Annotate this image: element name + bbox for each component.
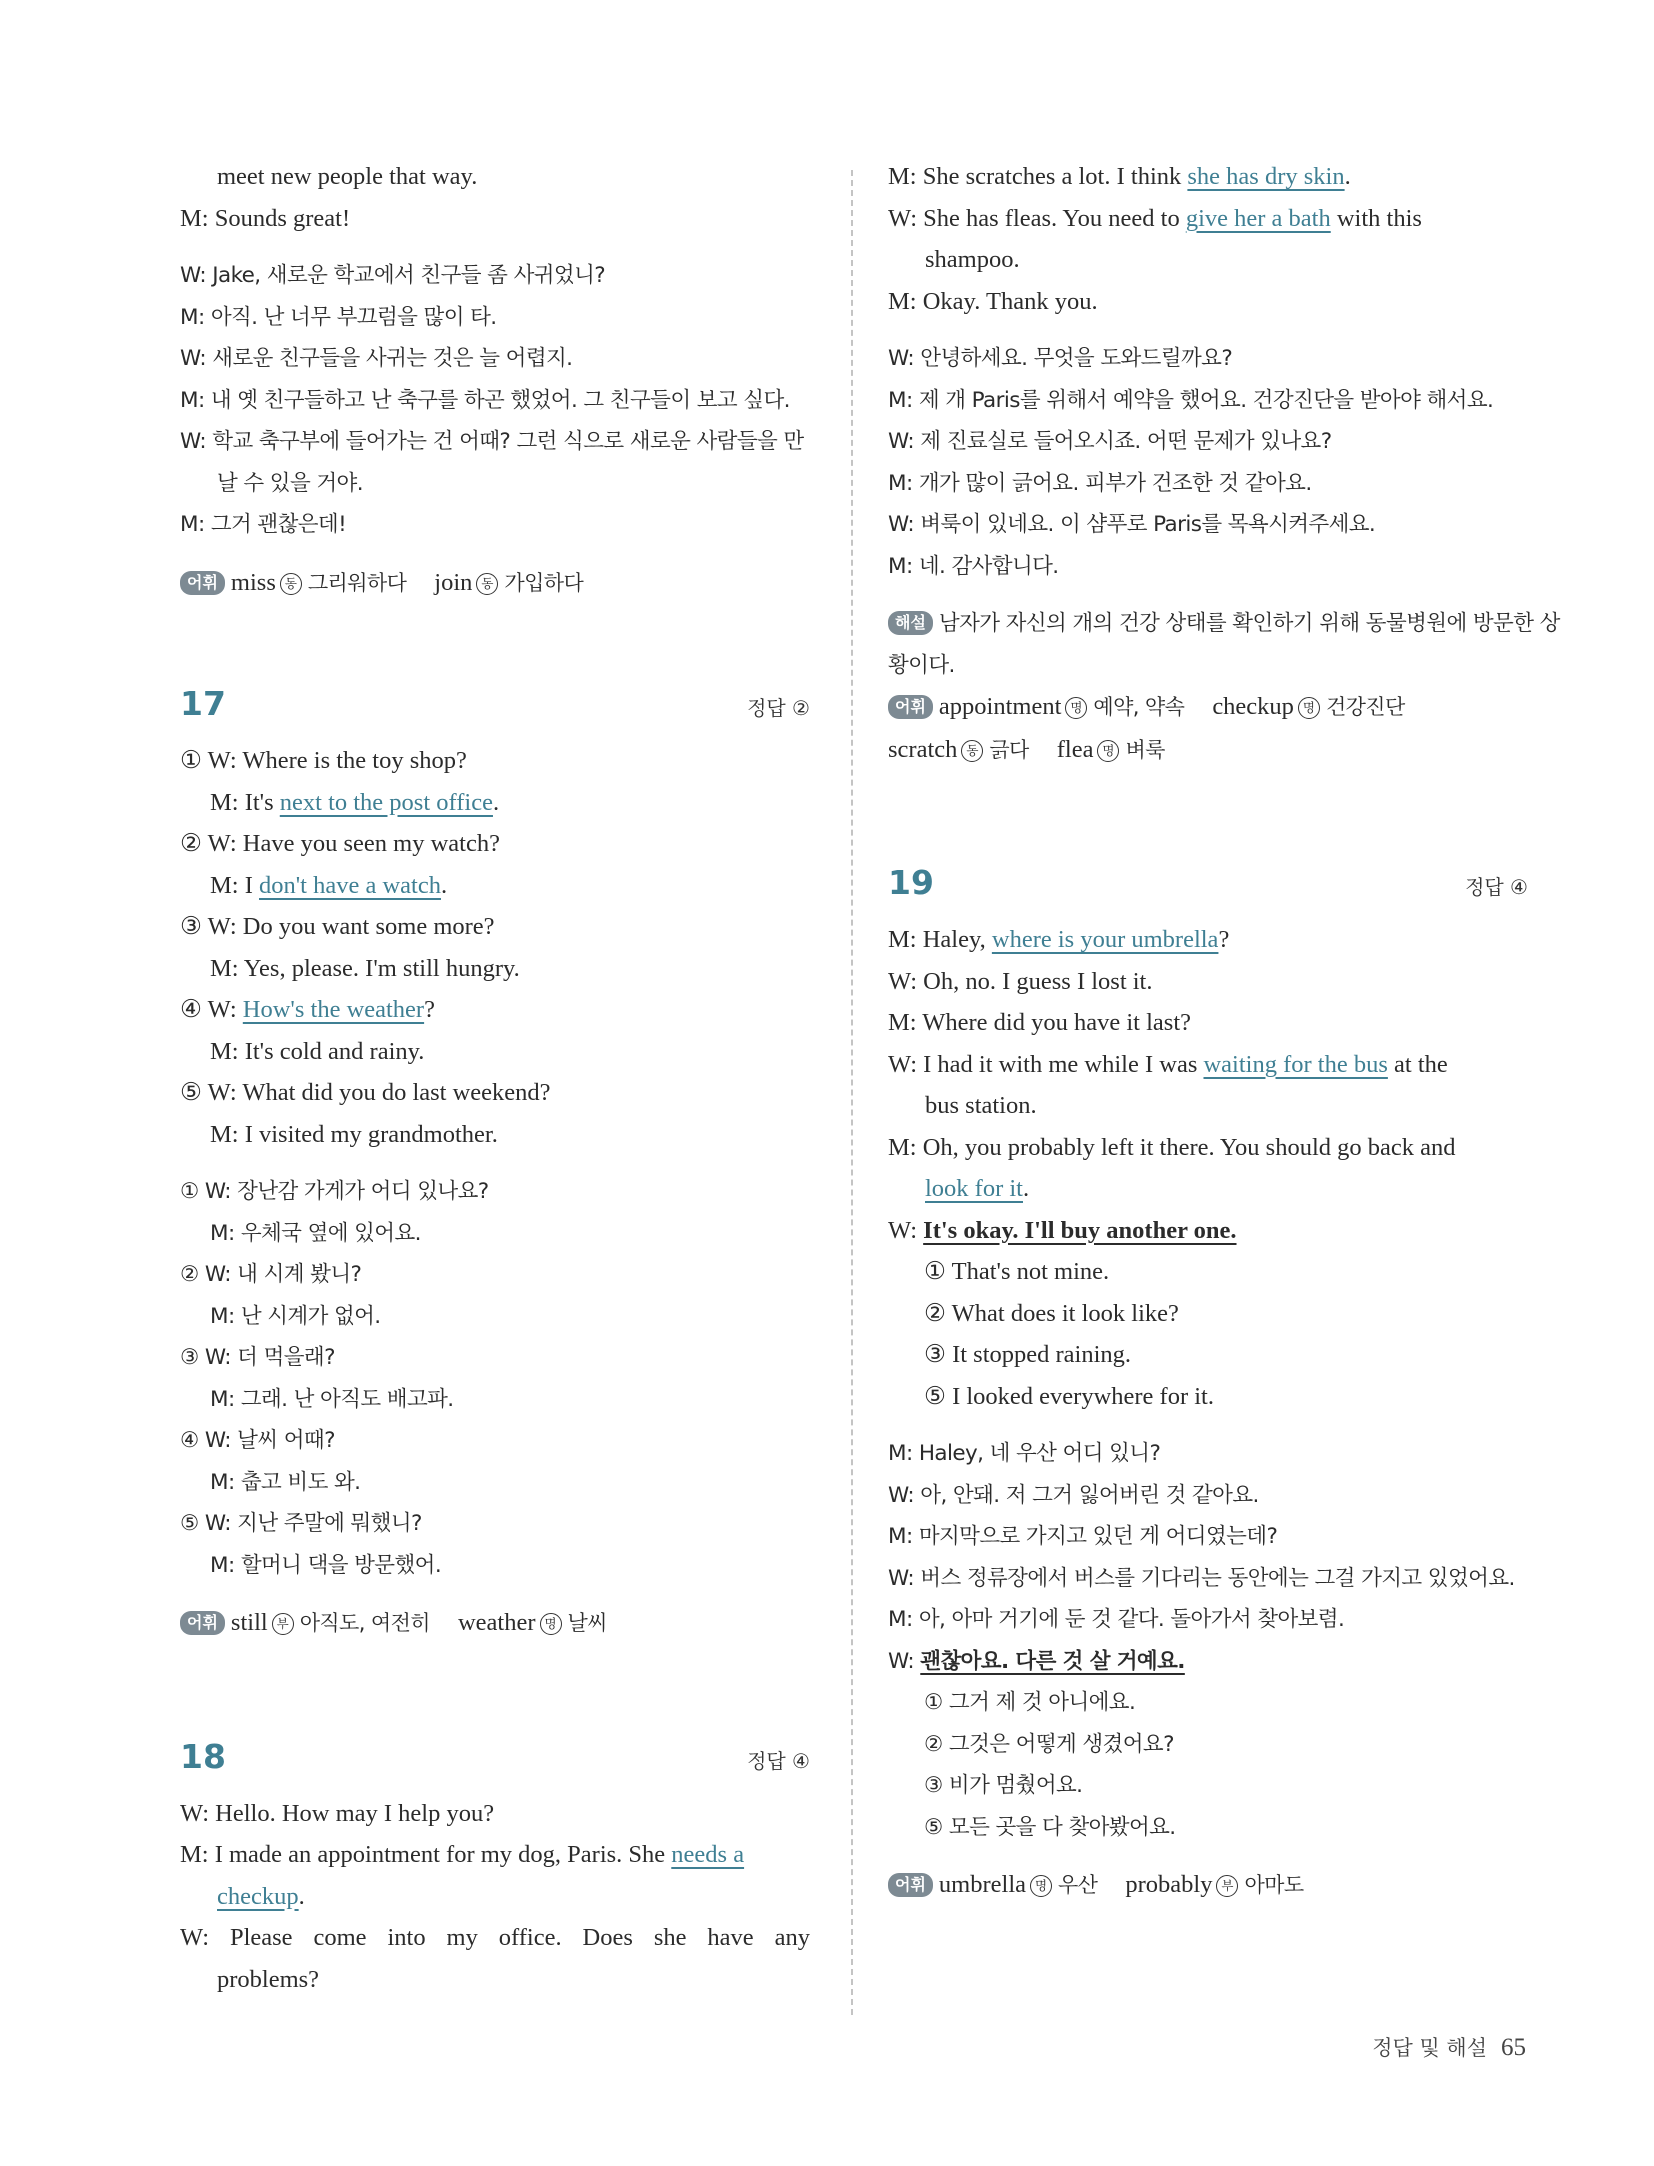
translation-line: ① W: 장난감 가게가 어디 있나요?	[180, 1179, 489, 1204]
translation-line: M: 춥고 비도 와.	[210, 1469, 361, 1495]
translation-line: ④ W: 날씨 어때?	[180, 1428, 335, 1453]
dialogue-line: meet new people that way.	[217, 163, 478, 190]
vocab-badge: 어휘	[180, 571, 225, 595]
translation-line: M: 마지막으로 가지고 있던 게 어디였는데?	[888, 1524, 1278, 1549]
vocab-meaning: 날씨	[567, 1611, 607, 1635]
option-line: ② 그것은 어떻게 생겼어요?	[924, 1731, 1174, 1757]
dialogue-line: M: I don't have a watch.	[210, 871, 448, 899]
vocab-meaning: 그리워하다	[307, 570, 407, 595]
translation-line: M: 아직. 난 너무 부끄럼을 많이 타.	[180, 304, 497, 330]
blank-answer: where is your umbrella	[991, 926, 1219, 953]
dialogue-line: M: Where did you have it last?	[888, 1009, 1191, 1036]
vocab-line	[888, 686, 1528, 729]
option-line: ③ 비가 멈췄어요.	[924, 1773, 1083, 1798]
vocab-line	[180, 562, 810, 605]
translation-line: W: 제 진료실로 들어오시죠. 어떤 문제가 있나요?	[888, 429, 1332, 454]
vocab-line	[888, 729, 1528, 772]
option-line: ① That's not mine.	[924, 1258, 1110, 1285]
translation-line: M: 난 시계가 없어.	[210, 1303, 381, 1329]
dialogue-line: ② W: Have you seen my watch?	[180, 830, 500, 857]
vocab-word: flea	[1056, 735, 1094, 763]
dialogue-line: M: I visited my grandmother.	[210, 1120, 498, 1148]
question-header-18	[180, 1737, 810, 1793]
vocab-badge: 어휘	[888, 695, 933, 719]
pos-marker: 명	[1298, 697, 1320, 719]
question-header-19	[888, 863, 1528, 919]
vocab-word: appointment	[938, 693, 1062, 720]
explanation-line: 해설 남자가 자신의 개의 건강 상태를 확인하기 위해 동물병원에 방문한 상	[888, 603, 1528, 645]
option-line: ⑤ 모든 곳을 다 찾아봤어요.	[924, 1814, 1176, 1840]
pos-marker: 명	[540, 1613, 562, 1635]
dialogue-line: ③ W: Do you want some more?	[180, 913, 495, 940]
dialogue-line: M: It's cold and rainy.	[210, 1037, 425, 1065]
dialogue-line: W: Hello. How may I help you?	[180, 1799, 495, 1827]
blank-answer: How's the weather	[242, 996, 425, 1023]
translation-line: W: 괜찮아요. 다른 것 살 거예요.	[888, 1648, 1185, 1674]
vocab-word: checkup	[1212, 693, 1294, 720]
vocab-meaning: 예약, 약속	[1093, 695, 1185, 719]
right-column	[888, 156, 1560, 1907]
pos-marker: 동	[476, 573, 498, 595]
vocab-meaning: 건강진단	[1325, 695, 1405, 719]
left-column	[180, 156, 810, 2000]
dialogue-line: ⑤ W: What did you do last weekend?	[180, 1079, 551, 1106]
vocab-badge: 어휘	[180, 1611, 225, 1635]
pos-marker: 명	[1065, 697, 1087, 719]
translation-line: W: 버스 정류장에서 버스를 기다리는 동안에는 그걸 가지고 있었어요.	[888, 1565, 1515, 1591]
blank-answer: needs a	[671, 1841, 745, 1868]
option-line: ⑤ I looked everywhere for it.	[924, 1382, 1214, 1410]
translation-line: M: 그래. 난 아직도 배고파.	[210, 1386, 454, 1412]
dialogue-line: M: She scratches a lot. I think she has dry skin.	[888, 163, 1351, 190]
vocab-word: probably	[1125, 1871, 1213, 1898]
question-number: 19	[888, 863, 934, 902]
dialogue-line: M: Yes, please. I'm still hungry.	[210, 954, 520, 982]
translation-line: W: 아, 안돼. 저 그거 잃어버린 것 같아요.	[888, 1482, 1259, 1508]
pos-marker: 부	[1216, 1875, 1238, 1897]
blank-answer: look for it	[925, 1175, 1023, 1202]
page-number: 65	[1501, 2034, 1526, 2061]
dialogue-line: W: She has fleas. You need to give her a bath with this	[888, 204, 1422, 232]
blank-answer: don't have a watch	[259, 871, 441, 899]
vocab-line	[180, 1602, 810, 1645]
dialogue-line: ① W: Where is the toy shop?	[180, 747, 467, 774]
vocab-meaning: 우산	[1058, 1873, 1098, 1897]
explanation-badge: 해설	[888, 611, 933, 635]
blank-answer: next to the post office	[279, 788, 493, 816]
dialogue-line: M: It's next to the post office.	[210, 788, 500, 816]
dialogue-line: shampoo.	[925, 246, 1020, 273]
answer-key: 정답 ④	[1465, 875, 1528, 899]
dialogue-line: W: Oh, no. I guess I lost it.	[888, 967, 1153, 995]
blank-answer: give her a bath	[1185, 204, 1331, 232]
vocab-line	[888, 1864, 1528, 1907]
question-number: 17	[180, 684, 226, 723]
dialogue-line: M: Okay. Thank you.	[888, 287, 1098, 315]
translation-line: ⑤ W: 지난 주말에 뭐했니?	[180, 1511, 422, 1536]
pos-marker: 명	[1030, 1875, 1052, 1897]
translation-line: M: 아, 아마 거기에 둔 것 같다. 돌아가서 찾아보렴.	[888, 1607, 1345, 1632]
vocab-word: join	[434, 568, 473, 596]
question-header-17	[180, 684, 810, 740]
page-footer	[1372, 2032, 1526, 2062]
blank-answer: she has dry skin	[1187, 163, 1345, 190]
vocab-word: miss	[230, 568, 276, 596]
column-divider	[851, 170, 853, 2015]
pos-marker: 명	[1097, 740, 1119, 762]
footer-label: 정답 및 해설	[1372, 2036, 1487, 2060]
vocab-word: umbrella	[938, 1871, 1026, 1898]
dialogue-line: M: I made an appointment for my dog, Paris. She needs a	[180, 1841, 745, 1868]
translation-line: M: 내 옛 친구들하고 난 축구를 하곤 했었어. 그 친구들이 보고 싶다.	[180, 387, 790, 413]
translation-line: W: 안녕하세요. 무엇을 도와드릴까요?	[888, 346, 1233, 371]
vocab-word: weather	[457, 1609, 536, 1636]
vocab-meaning: 긁다	[989, 737, 1029, 762]
dialogue-line: W: Please come into my office. Does she have any	[180, 1924, 810, 1951]
blank-answer: checkup	[217, 1882, 299, 1910]
vocab-meaning: 벼룩	[1125, 737, 1165, 762]
vocab-word: still	[230, 1609, 268, 1636]
option-line: ① 그거 제 것 아니에요.	[924, 1690, 1136, 1715]
dialogue-line: W: It's okay. I'll buy another one.	[888, 1216, 1237, 1244]
dialogue-line: M: Oh, you probably left it there. You should go back and	[888, 1133, 1456, 1161]
answer-key: 정답 ②	[747, 696, 810, 720]
translation-line: M: 개가 많이 긁어요. 피부가 건조한 것 같아요.	[888, 470, 1312, 496]
pos-marker: 부	[272, 1613, 294, 1635]
vocab-badge: 어휘	[888, 1873, 933, 1897]
translation-line: ③ W: 더 먹을래?	[180, 1345, 335, 1370]
translation-line: M: 네. 감사합니다.	[888, 553, 1059, 579]
option-line: ③ It stopped raining.	[924, 1341, 1132, 1368]
pos-marker: 동	[280, 573, 302, 595]
translation-line: M: 우체국 옆에 있어요.	[210, 1220, 421, 1246]
dialogue-line: problems?	[217, 1965, 320, 1993]
correct-answer: 괜찮아요. 다른 것 살 거예요.	[920, 1648, 1185, 1674]
translation-line: M: Haley, 네 우산 어디 있니?	[888, 1441, 1161, 1466]
dialogue-line: W: I had it with me while I was waiting for the bus at the	[888, 1050, 1448, 1078]
vocab-meaning: 아직도, 여전히	[299, 1611, 430, 1635]
pos-marker: 동	[961, 740, 983, 762]
blank-answer: waiting for the bus	[1203, 1050, 1388, 1078]
translation-line: W: 새로운 친구들을 사귀는 것은 늘 어렵지.	[180, 346, 573, 371]
correct-answer: It's okay. I'll buy another one.	[923, 1216, 1237, 1244]
vocab-meaning: 가입하다	[504, 570, 584, 595]
translation-line: W: Jake, 새로운 학교에서 친구들 좀 사귀었니?	[180, 263, 606, 288]
translation-line: W: 학교 축구부에 들어가는 건 어때? 그런 식으로 새로운 사람들을 만	[180, 429, 804, 454]
translation-line: ② W: 내 시계 봤니?	[180, 1262, 362, 1287]
vocab-meaning: 아마도	[1244, 1873, 1304, 1897]
dialogue-line: bus station.	[925, 1092, 1037, 1119]
translation-line: M: 제 개 Paris를 위해서 예약을 했어요. 건강진단을 받아야 해서요.	[888, 387, 1494, 413]
dialogue-line: look for it.	[925, 1175, 1030, 1202]
dialogue-line: M: Haley, where is your umbrella?	[888, 926, 1230, 953]
explanation-line: 황이다.	[888, 652, 955, 678]
translation-line: 날 수 있을 거야.	[217, 470, 363, 496]
translation-line: M: 그거 괜찮은데!	[180, 512, 347, 537]
dialogue-line: M: Sounds great!	[180, 204, 351, 232]
option-line: ② What does it look like?	[924, 1299, 1179, 1327]
answer-key: 정답 ④	[747, 1748, 810, 1773]
dialogue-line: checkup.	[217, 1882, 305, 1910]
translation-line: W: 벼룩이 있네요. 이 샴푸로 Paris를 목욕시켜주세요.	[888, 512, 1376, 537]
translation-line: M: 할머니 댁을 방문했어.	[210, 1552, 442, 1578]
vocab-word: scratch	[888, 735, 958, 763]
dialogue-line: ④ W: How's the weather?	[180, 996, 435, 1023]
question-number: 18	[180, 1736, 226, 1776]
